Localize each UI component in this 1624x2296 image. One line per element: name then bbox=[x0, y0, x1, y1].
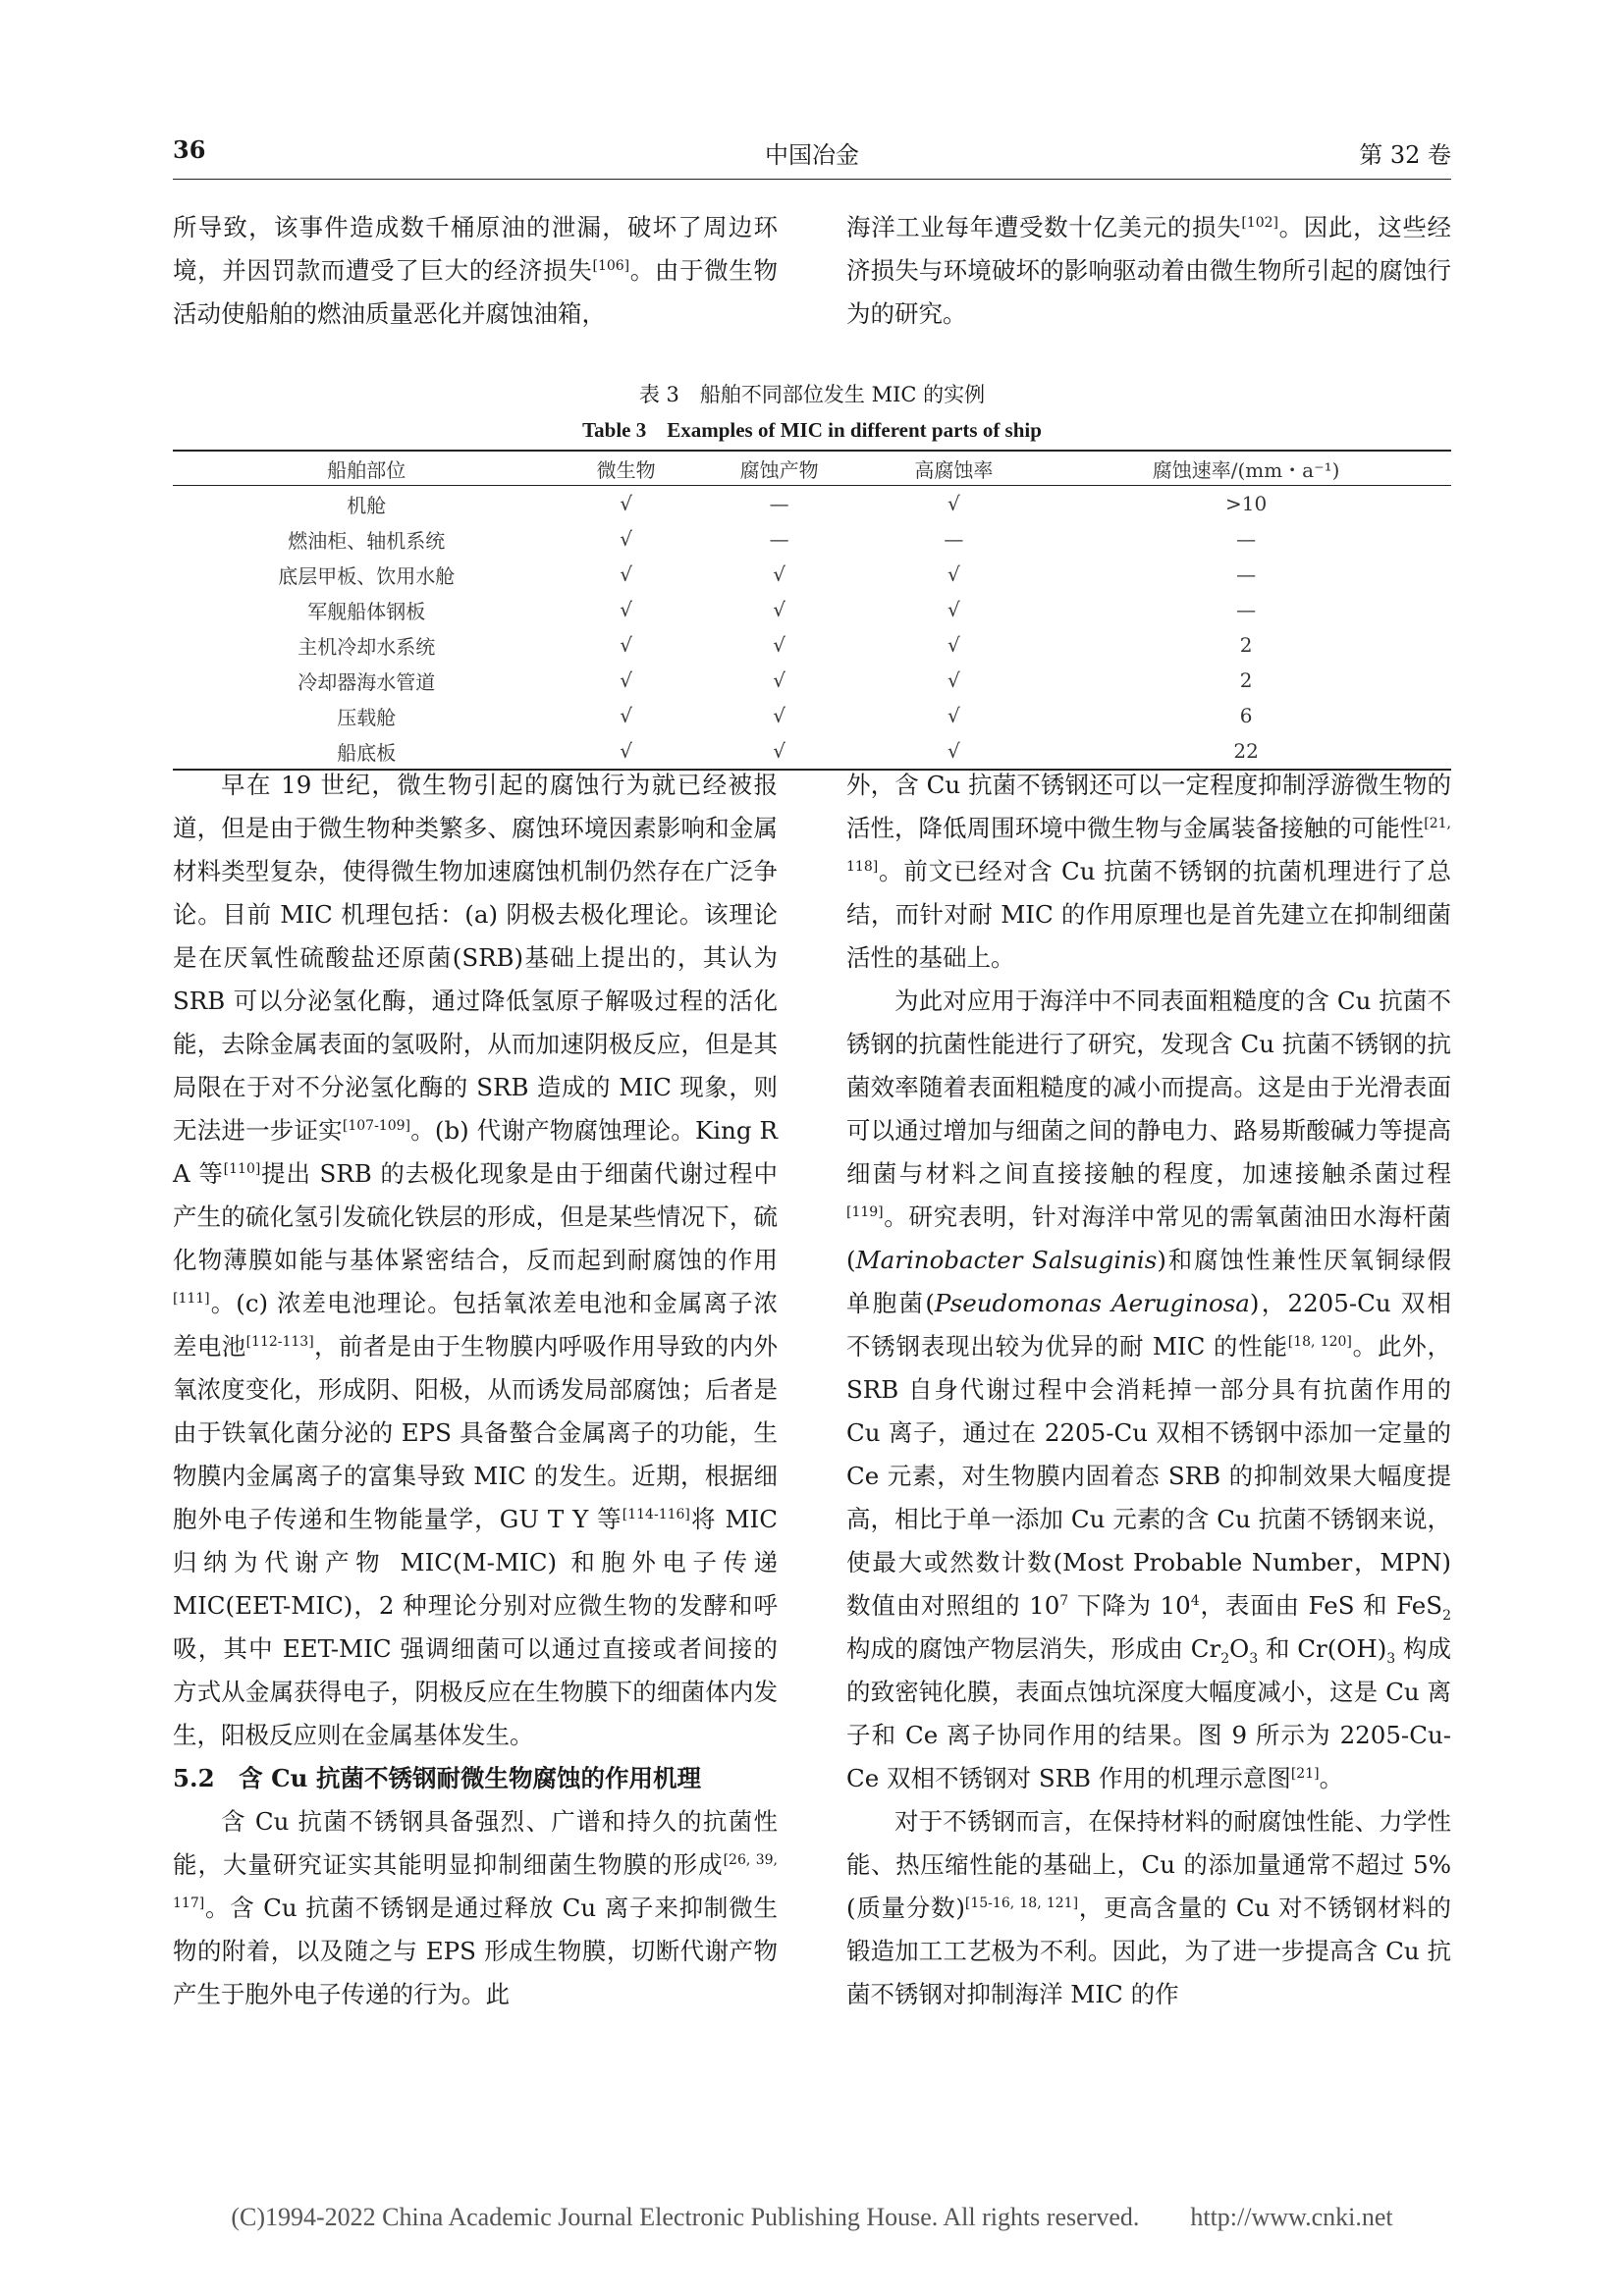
top-right-paragraph: 海洋工业每年遭受数十亿美元的损失[102]。因此，这些经济损失与环境破坏的影响驱动着由微生物所引起的腐蚀行为的研究。 bbox=[846, 213, 1452, 328]
body-paragraph: 含 Cu 抗菌不锈钢具备强烈、广谱和持久的抗菌性能，大量研究证实其能明显抑制细菌生物膜的形成[26, 39, 117]。含 Cu 抗菌不锈钢是通过释放 Cu 离子来抑制微生物的附着，以及随之与 EPS 形成生物膜，切断代谢产物产生于胞外电子传递的行为。此 bbox=[173, 1807, 779, 2008]
table-header-row bbox=[173, 451, 1451, 486]
page-number: 36 bbox=[173, 135, 206, 164]
column-header: 腐蚀产物 bbox=[692, 451, 867, 486]
section-heading: 5.2 含 Cu 抗菌不锈钢耐微生物腐蚀的作用机理 bbox=[173, 1764, 701, 1792]
mic-examples-table bbox=[173, 450, 1451, 771]
citation: [111] bbox=[173, 1290, 210, 1307]
table-caption-cn: 表 3 船舶不同部位发生 MIC 的实例 bbox=[638, 383, 986, 406]
right-column bbox=[846, 764, 1451, 2016]
table-row: 机舱 √ — √ >10 bbox=[347, 492, 1268, 517]
top-left-paragraph: 所导致，该事件造成数千桶原油的泄漏，破坏了周边环境，并因罚款而遭受了巨大的经济损失[106]。由于微生物活动使船舶的燃油质量恶化并腐蚀油箱， bbox=[173, 213, 779, 328]
citation: [110] bbox=[223, 1160, 261, 1177]
citation: [18, 120] bbox=[1287, 1333, 1352, 1350]
table-row: 主机冷却水系统 √ √ √ 2 bbox=[298, 633, 1253, 659]
table-row: 军舰船体钢板 √ √ √ — bbox=[307, 598, 1257, 623]
table-row: 底层甲板、饮用水舱 √ √ √ — bbox=[278, 562, 1257, 588]
journal-title: 中国冶金 bbox=[765, 141, 859, 169]
citation: [114-116] bbox=[622, 1506, 690, 1522]
body-paragraph: 外，含 Cu 抗菌不锈钢还可以一定程度抑制浮游微生物的活性，降低周围环境中微生物与金属装备接触的可能性[21, 118]。前文已经对含 Cu 抗菌不锈钢的抗菌机理进行了总结，而针对耐 MIC 的作用原理也是首先建立在抑制细菌活性的基础上。 bbox=[846, 771, 1451, 972]
column-header: 高腐蚀率 bbox=[866, 451, 1041, 486]
table-row: 冷却器海水管道 √ √ √ 2 bbox=[298, 668, 1253, 694]
body-paragraph: 为此对应用于海洋中不同表面粗糙度的含 Cu 抗菌不锈钢的抗菌性能进行了研究，发现含 Cu 抗菌不锈钢的抗菌效率随着表面粗糙度的减小而提高。这是由于光滑表面可以通过增加与细菌之间的静电力、路易斯酸碱力等提高细菌与材料之间直接接触的程度，加速接触杀菌过程[119]。研究表明，针对海洋中常见的需氧菌油田水海杆菌(Marinobacter Salsuginis)和腐蚀性兼性厌氧铜绿假单胞菌(Pseudomonas Aeruginosa)，2205-Cu 双相不锈钢表现出较为优异的耐 MIC 的性能[18, 120]。此外，SRB 自身代谢过程中会消耗掉一部分具有抗菌作用的 Cu 离子，通过在 2205-Cu 双相不锈钢中添加一定量的 Ce 元素，对生物膜内固着态 SRB 的抑制效果大幅度提高，相比于单一添加 Cu 元素的含 Cu 抗菌不锈钢来说，使最大或然数计数(Most Probable Number，MPN)数值由对照组的 $10^7$ 下降为 $10^4$，表面由 FeS 和 FeS$_2$ 构成的腐蚀产物层消失，形成由 $Cr_2O_3$ 和 $Cr(OH)_3$ 构成的致密钝化膜，表面点蚀坑深度大幅度减小，这是 Cu 离子和 Ce 离子协同作用的结果。图 9 所示为 2205-Cu-Ce 双相不锈钢对 SRB 作用的机理示意图[21]。 bbox=[846, 987, 1452, 1792]
table-row: 压载舱 √ √ √ 6 bbox=[337, 704, 1253, 729]
table-caption-en: Table 3 Examples of MIC in different parts of ship bbox=[582, 418, 1042, 442]
citation: [106] bbox=[592, 257, 630, 274]
citation: [26, 39, 117] bbox=[173, 1851, 779, 1911]
citation: [107-109] bbox=[342, 1117, 410, 1134]
body-paragraph: 早在 19 世纪，微生物引起的腐蚀行为就已经被报道，但是由于微生物种类繁多、腐蚀环境因素影响和金属材料类型复杂，使得微生物加速腐蚀机制仍然存在广泛争论。目前 MIC 机理包括：(a) 阴极去极化理论。该理论是在厌氧性硫酸盐还原菌(SRB)基础上提出的，其认为 SRB 可以分泌氢化酶，通过降低氢原子解吸过程的活化能，去除金属表面的氢吸附，从而加速阴极反应，但是其局限在于对不分泌氢化酶的 SRB 造成的 MIC 现象，则无法进一步证实[107-109]。(b) 代谢产物腐蚀理论。King R A 等[110]提出 SRB 的去极化现象是由于细菌代谢过程中产生的硫化氢引发硫化铁层的形成，但是某些情况下，硫化物薄膜如能与基体紧密结合，反而起到耐腐蚀的作用[111]。(c) 浓差电池理论。包括氧浓差电池和金属离子浓差电池[112-113]，前者是由于生物膜内呼吸作用导致的内外氧浓度变化，形成阴、阳极，从而诱发局部腐蚀；后者是由于铁氧化菌分泌的 EPS 具备螯合金属离子的功能，生物膜内金属离子的富集导致 MIC 的发生。近期，根据细胞外电子传递和生物能量学，GU T Y 等[114-116]将 MIC 归纳为代谢产物 MIC(M-MIC) 和胞外电子传递 MIC(EET-MIC)，2 种理论分别对应微生物的发酵和呼吸，其中 EET-MIC 强调细菌可以通过直接或者间接的方式从金属获得电子，阴极反应在生物膜下的细菌体内发生，阳极反应则在金属基体发生。 bbox=[173, 771, 779, 1749]
column-header: 船舶部位 bbox=[173, 451, 560, 486]
citation: [21] bbox=[1290, 1765, 1320, 1782]
citation: [119] bbox=[846, 1203, 884, 1220]
table-row: 船底板 √ √ √ 22 bbox=[173, 733, 1451, 770]
body-paragraph: 对于不锈钢而言，在保持材料的耐腐蚀性能、力学性能、热压缩性能的基础上，Cu 的添加量通常不超过 5%(质量分数)[15-16, 18, 121]，更高含量的 Cu 对不锈钢材料的锻造加工工艺极为不利。因此，为了进一步提高含 Cu 抗菌不锈钢对抑制海洋 MIC 的作 bbox=[846, 1807, 1451, 2008]
table-row: 燃油柜、轴机系统 √ — — — bbox=[288, 527, 1257, 553]
column-header: 微生物 bbox=[560, 451, 691, 486]
running-header bbox=[173, 135, 1451, 177]
citation: [15-16, 18, 121] bbox=[964, 1895, 1079, 1911]
citation: [102] bbox=[1241, 214, 1278, 231]
header-rule bbox=[173, 179, 1451, 180]
volume-label: 第 32 卷 bbox=[1359, 141, 1451, 169]
citation: [112-113] bbox=[245, 1333, 314, 1350]
left-column bbox=[173, 764, 778, 2016]
copyright-footer: (C)1994-2022 China Academic Journal Electronic Publishing House. All rights reserved. http://www.cnki.net bbox=[231, 2203, 1393, 2231]
citation: [21, 118] bbox=[846, 815, 1451, 875]
column-header: 腐蚀速率/(mm・a⁻¹) bbox=[1041, 451, 1451, 486]
